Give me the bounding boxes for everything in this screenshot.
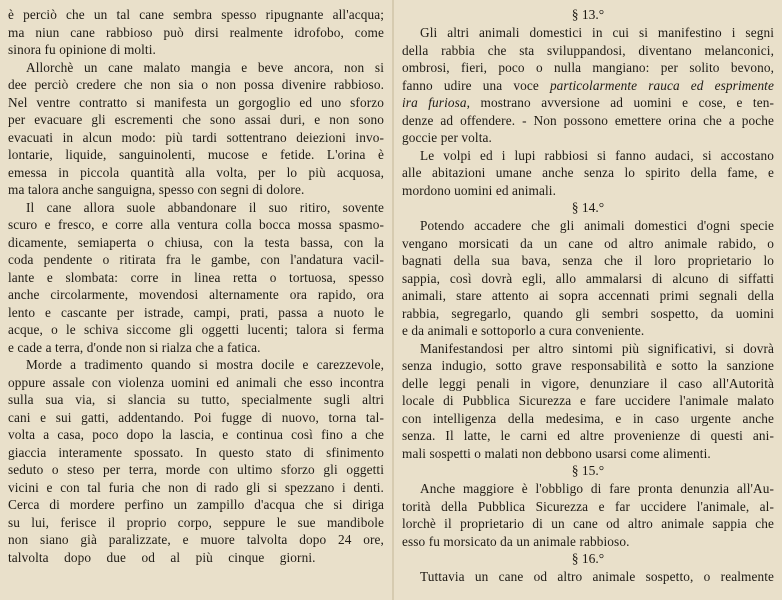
italic-text: ira furiosa <box>402 95 467 110</box>
text-line: Manifestandosi per altro sintomi più significativi, si dovrà <box>420 340 774 356</box>
text-line: su lui, ferisce il proprio corpo, seppure le sue mandibole <box>8 514 384 530</box>
text-line: emessa in piccola quantità alla volta, per lo più acquosa, <box>8 164 384 180</box>
text-line: talvolta dopo due od al più cinque giorni. <box>8 549 316 565</box>
text-line: Nel ventre contratto si manifesta un gorgoglio ed uno sforzo <box>8 94 384 110</box>
text-line: scuro e fresco, e corre alla ventura colla bocca mossa spasmo- <box>8 217 384 232</box>
text-line: mordono uomini ed animali. <box>402 182 557 198</box>
text-line: lontarie, liquide, sanguinolenti, mucose e fetide. L'orina è <box>8 147 384 162</box>
text-run: fanno udire una voce <box>402 77 550 93</box>
text-line: Gli altri animali domestici in cui si manifestino i segni <box>420 25 774 40</box>
text-line: ombrosi, fieri, poco o nulla mangiano: per solito bevono, <box>402 60 774 75</box>
text-line: Potendo accadere che gli animali domestici d'ogni specie <box>420 218 774 233</box>
text-line: coda pendente o ritirata fra le gambe, con l'andatura vacil- <box>8 252 384 267</box>
text-line: goccie per volta. <box>402 130 492 145</box>
text-line: rabbia, segregarlo, quando gli sembri sospetto, da uomini <box>402 305 774 321</box>
text-line: dee perciò credere che non sia o non possa divenire rabbioso. <box>8 77 384 92</box>
text-line: della rabbia che sta sviluppandosi, diventano melanconici, <box>402 42 774 58</box>
text-line: bagnati della sua bava, senza che il loro proprietario lo <box>402 253 774 268</box>
text-line: senza. Il latte, le carni ed altre provenienze di questi ani- <box>402 428 774 443</box>
text-line: volta a casa, poco dopo la lascia, e continua così fino a che <box>8 427 384 442</box>
column-gutter <box>392 0 394 600</box>
text-line: ma talora anche sanguigna, spesso con segni di dolore. <box>8 182 305 197</box>
text-line <box>402 94 774 112</box>
text-line: dicamente, semiaperta o chiusa, con la testa bassa, con la <box>8 234 384 250</box>
text-line: cani e sui gatti, addentando. Poi fugge di nuovo, torna tal- <box>8 409 384 425</box>
text-line: lento e cascante per istrade, campi, prati, passa a nuoto le <box>8 304 384 320</box>
text-line: Tuttavia un cane od altro animale sospetto, o realmente <box>420 569 774 584</box>
text-line: anche circolarmente, movendosi alternamente ora rapido, ora <box>8 287 384 302</box>
text-line: Allorchè un cane malato mangia e beve ancora, non si <box>26 59 384 75</box>
text-line: mali sospetti o malati non debbono usarsi come alimenti. <box>402 445 711 461</box>
text-line: acque, o le schiva siccome gli oggetti lucenti; talora si ferma <box>8 322 384 337</box>
right-column <box>402 6 774 598</box>
text-line: sinora fu opinione di molti. <box>8 42 156 57</box>
text-line: evacuati in alcun modo: più tardi sottentrano deiezioni invo- <box>8 129 384 145</box>
text-line: Morde a tradimento quando si mostra docile e carezzevole, <box>26 357 384 372</box>
text-line: per evacuare gli escrementi che sono assai duri, e non sono <box>8 112 384 127</box>
text-line: Cerca di mordere perfino un zampillo d'acqua che si diriga <box>8 497 384 512</box>
text-line: lante e slombata: corre in linea retta o tortuosa, spesso <box>8 269 384 285</box>
text-line: e da animali e sottoporlo a cura conveniente. <box>402 323 645 338</box>
text-line: delle leggi penali in vigore, denunziare il caso all'Autorità <box>402 375 774 391</box>
section-heading-14: § 14.° <box>571 200 605 215</box>
text-line: vengano morsicati da un cane od altro animale rabido, o <box>402 235 774 251</box>
text-line: con intelligenza della medesima, e in caso urgente anche <box>402 410 774 426</box>
text-line: giaccia interamente spossato. In questo stato di sfinimento <box>8 444 384 460</box>
text-line: locale di Pubblica Sicurezza e fare uccidere l'animale malato <box>402 393 774 408</box>
text-line: torità della Pubblica Sicurezza e far uccidere l'animale, al- <box>402 498 774 514</box>
text-run: , mostrano avversione ad uomini e cose, e ten- <box>466 95 774 110</box>
text-line: Le volpi ed i lupi rabbiosi si fanno audaci, si accostano <box>420 147 774 163</box>
text-line: denze ad offendere. - Non possono emettere orina che a poche <box>402 112 774 128</box>
text-line: è perciò che un tal cane sembra spesso ripugnante all'acqua; <box>8 7 384 22</box>
text-line: seduto o steso per terra, morde con ultimo sforzo gli oggetti <box>8 462 384 477</box>
text-line: e cade a terra, d'onde non si rialza che a fatica. <box>8 339 261 355</box>
text-line: vicini e con tal furia che non di rado gli si spezzano i denti. <box>8 479 384 495</box>
text-line: esso fu morsicato da un animale rabbioso. <box>402 533 630 549</box>
text-line: animali, stare attento ai sopra accennati primi segnali della <box>402 288 774 303</box>
text-line: non siano già paralizzate, e muore talvolta dopo 24 ore, <box>8 532 384 547</box>
text-line: Il cane allora suole abbandonare il suo ritiro, sovente <box>26 199 384 215</box>
text-line: sulla sua via, si slancia su tutto, specialmente sugli altri <box>8 392 384 407</box>
text-line: lorchè il proprietario di un cane od altro animale sappia che <box>402 516 774 531</box>
text-line: Anche maggiore è l'obbligo di fare pronta denunzia all'Au- <box>420 481 774 496</box>
section-heading-15: § 15.° <box>571 463 605 478</box>
italic-text: particolarmente rauca ed esprimente <box>549 77 774 93</box>
section-heading-13: § 13.° <box>571 7 605 22</box>
left-column <box>8 6 384 598</box>
section-heading-16: § 16.° <box>571 551 605 566</box>
text-line: sappia, così dovrà egli, allo ammalarsi di alcuno di siffatti <box>402 270 774 286</box>
text-line: ma niun cane rabbioso può dirsi realmente idrofobo, come <box>8 24 384 40</box>
text-line: alle abitazioni umane anche senza lo spirito della fame, e <box>402 165 774 180</box>
text-line: oppure assale con violenza uomini ed animali che esso incontra <box>8 374 384 390</box>
text-line: senza indugio, sotto grave responsabilità e sotto la sanzione <box>402 358 774 373</box>
text-line <box>402 77 774 95</box>
